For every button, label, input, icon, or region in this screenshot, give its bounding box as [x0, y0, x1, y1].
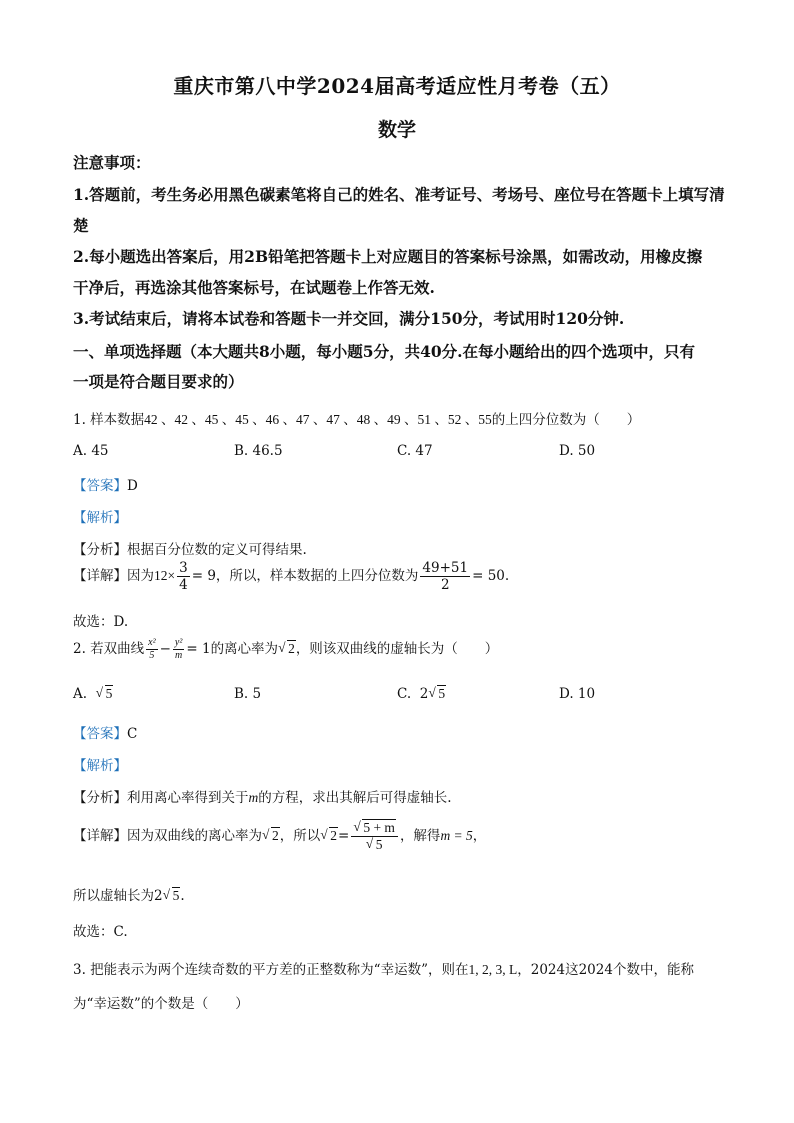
answer-tag: 【答案】: [73, 726, 127, 742]
fraction-numerator: x²: [148, 637, 156, 648]
question-1-choice: 故选：D.: [73, 614, 129, 630]
fenxi-tag: 【分析】: [73, 790, 127, 806]
question-2-choice: 故选：C.: [73, 924, 128, 940]
detail-eq-1: = 9: [191, 568, 216, 585]
note-item-1-line-1: 1.答题前，考生务必用黑色碳素笔将自己的姓名、准考证号、考场号、座位号在答题卡上填写清: [73, 185, 725, 204]
fenxi-tag: 【分析】: [73, 542, 127, 558]
minus-sign: −: [159, 641, 171, 657]
question-2-detail-line-2: 所以虚轴长为2√ 5.: [73, 884, 185, 904]
fraction-numerator: y²: [174, 637, 183, 648]
sqrt-2: √ 2: [320, 828, 338, 844]
question-2-stem: [73, 637, 498, 662]
detail-end: .: [504, 568, 510, 585]
question-3-stem-line-2: 为“幸运数”的个数是（ ）: [73, 996, 249, 1012]
question-1-suffix: 的上四分位数为（ ）: [491, 412, 641, 428]
sqrt-2: √ 2: [262, 828, 280, 844]
equals-one: = 1: [186, 641, 211, 657]
question-1-option-d: D. 50: [559, 443, 596, 459]
detail-text-b: ，所以，样本数据的上四分位数为: [215, 568, 419, 585]
question-2-mid: 的离心率为: [210, 641, 279, 657]
question-1-option-a: A. 45: [73, 443, 109, 459]
note-item-2-line-1: 2.每小题选出答案后，用2B铅笔把答题卡上对应题目的答案标号涂黑，如需改动，用橡皮擦: [73, 247, 703, 266]
answer-value: D: [127, 478, 138, 494]
question-2-analysis-tag: 【解析】: [73, 758, 127, 774]
answer-tag: 【答案】: [73, 478, 127, 494]
question-1-prefix: 1. 样本数据: [73, 412, 145, 428]
question-1-analysis-tag: 【解析】: [73, 510, 127, 526]
fraction-x2-5: [146, 637, 157, 662]
question-1-stem: [73, 408, 640, 428]
note-item-1-line-2: 楚: [73, 216, 89, 235]
question-2-detail: 【详解】因为双曲线的离心率为√ 2，所以√ 2= √ 5 + m √ 5 ，解得m = 5，: [73, 820, 486, 853]
subject-title: 数学: [377, 119, 416, 141]
question-1-answer: [73, 474, 138, 494]
fraction-denominator: 2: [440, 577, 450, 594]
fraction-denominator: m: [175, 650, 183, 661]
question-1-option-c: C. 47: [397, 443, 433, 459]
section-heading-line-1: 一、单项选择题（本大题共8小题，每小题5分，共40分.在每小题给出的四个选项中，只有: [73, 342, 696, 361]
question-2-fenxi: 【分析】利用离心率得到关于m的方程，求出其解后可得虚轴长.: [73, 790, 452, 806]
fraction-y2-m: [173, 637, 184, 662]
sequence: 1, 2, 3, L: [468, 962, 518, 977]
detail-text-a: 因为: [127, 568, 154, 585]
section-heading-line-2: 一项是符合题目要求的）: [73, 372, 244, 391]
question-1-detail: [73, 560, 509, 593]
question-2-prefix: 2. 若双曲线: [73, 641, 145, 657]
xiangjie-tag: 【详解】: [73, 828, 127, 845]
exam-title: 重庆市第八中学2024届高考适应性月考卷（五）: [173, 74, 621, 98]
fraction-denominator: 4: [179, 577, 188, 594]
question-2-answer: [73, 722, 137, 742]
sqrt-2: √ 2: [278, 641, 296, 657]
question-3-stem-line-1: 3. 把能表示为两个连续奇数的平方差的正整数称为“幸运数”，则在1, 2, 3, L，2024这2024个数中，能称: [73, 962, 694, 978]
fraction-numerator: 49+51: [422, 560, 469, 576]
question-2-option-d: D. 10: [559, 686, 596, 702]
question-2-suffix: ，则该双曲线的虚轴长为（ ）: [295, 641, 499, 657]
detail-eq-2: = 50: [472, 568, 505, 585]
question-1-data: 42 、42 、45 、45 、46 、47 、47 、48 、49 、51 、52 、55: [144, 412, 492, 427]
question-2-option-a: A. √ 5: [73, 686, 113, 702]
var-m: m: [248, 790, 259, 805]
solution-m: m = 5: [440, 828, 473, 844]
note-item-3: 3.考试结束后，请将本试卷和答题卡一并交回，满分150分，考试用时120分钟.: [73, 309, 625, 328]
note-item-2-line-2: 干净后，再选涂其他答案标号，在试题卷上作答无效.: [73, 278, 435, 297]
sqrt-5: √ 5: [163, 888, 181, 904]
notes-heading: 注意事项：: [73, 153, 151, 172]
fraction-sqrt: √ 5 + m √ 5: [351, 820, 398, 853]
xiangjie-tag: 【详解】: [73, 568, 127, 585]
fraction-sum: [420, 560, 470, 593]
answer-value: C: [127, 726, 138, 742]
question-1-fenxi: [73, 538, 307, 558]
detail-expr-1: 12×: [154, 568, 176, 584]
sqrt-5: √ 5: [428, 686, 446, 702]
fenxi-text: 根据百分位数的定义可得结果.: [127, 542, 307, 558]
fraction-3-4: [177, 560, 190, 593]
fraction-numerator: 3: [179, 560, 188, 576]
fraction-denominator: 5: [149, 650, 155, 661]
question-2-option-b: B. 5: [234, 686, 262, 702]
question-2-option-c: C. 2√ 5: [397, 686, 446, 702]
question-1-option-b: B. 46.5: [234, 443, 283, 459]
sqrt-5: √ 5: [96, 686, 114, 702]
